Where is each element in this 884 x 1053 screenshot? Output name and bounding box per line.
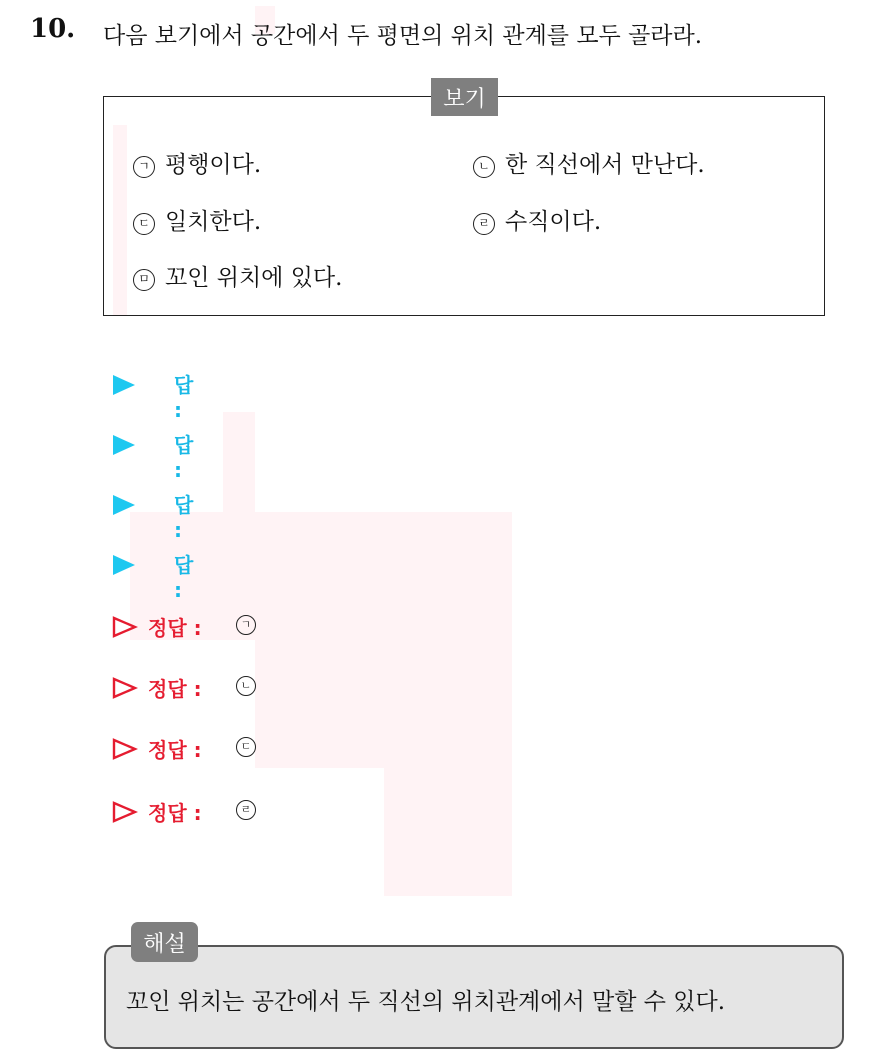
question-text: 다음 보기에서 공간에서 두 평면의 위치 관계를 모두 골라라. [103, 23, 703, 49]
option-symbol: ㄹ [473, 213, 495, 235]
bogi-option [133, 146, 261, 179]
triangle-right-icon [113, 375, 135, 395]
option-text: 한 직선에서 만난다. [505, 152, 705, 178]
correct-answer-symbol: ㄹ [236, 800, 256, 820]
bogi-option [133, 259, 342, 292]
correct-answer-symbol: ㄴ [236, 676, 256, 696]
triangle-outline-icon [112, 738, 138, 760]
option-symbol: ㄴ [473, 156, 495, 178]
bogi-label: 보기 [431, 78, 498, 116]
correct-answer-symbol: ㄷ [236, 737, 256, 757]
correct-answer-label: 정답 : [148, 616, 202, 640]
option-symbol: ㅁ [133, 269, 155, 291]
option-symbol: ㄱ [133, 156, 155, 178]
option-text: 일치한다. [165, 209, 262, 235]
correct-answer-label: 정답 : [148, 677, 202, 701]
question-number: 10. [30, 14, 76, 44]
triangle-outline-icon [112, 801, 138, 823]
background-tint [384, 768, 512, 896]
bogi-option [133, 203, 261, 236]
option-text: 꼬인 위치에 있다. [165, 265, 343, 291]
triangle-right-icon [113, 495, 135, 515]
option-text: 수직이다. [505, 209, 602, 235]
background-tint [223, 412, 255, 512]
triangle-right-icon [113, 435, 135, 455]
correct-answer-symbol: ㄱ [236, 615, 256, 635]
answer-label: 답 : [174, 433, 194, 482]
triangle-outline-icon [112, 616, 138, 638]
option-text: 평행이다. [165, 152, 262, 178]
answer-label: 답 : [174, 493, 194, 542]
triangle-right-icon [113, 555, 135, 575]
explanation-label: 해설 [131, 922, 198, 962]
bogi-option [473, 146, 705, 179]
correct-answer-label: 정답 : [148, 738, 202, 762]
answer-label: 답 : [174, 373, 194, 422]
explanation-text: 꼬인 위치는 공간에서 두 직선의 위치관계에서 말할 수 있다. [126, 989, 726, 1015]
background-tint [255, 640, 512, 768]
triangle-outline-icon [112, 677, 138, 699]
bogi-option [473, 203, 601, 236]
correct-answer-label: 정답 : [148, 801, 202, 825]
answer-label: 답 : [174, 553, 194, 602]
option-symbol: ㄷ [133, 213, 155, 235]
